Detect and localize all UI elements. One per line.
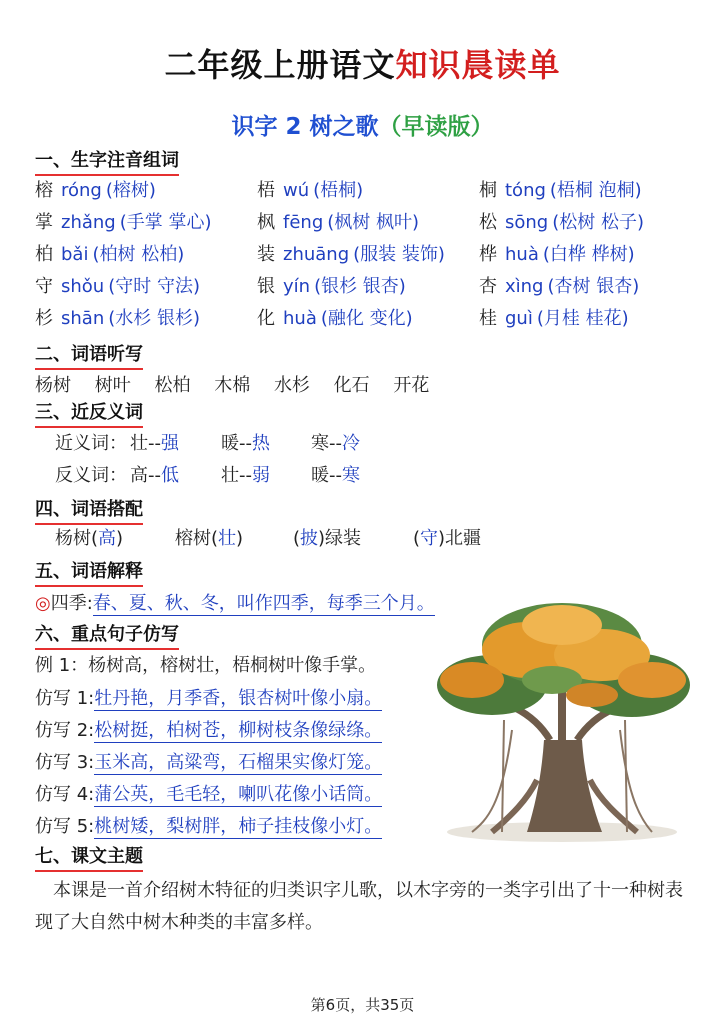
- section-heading-theme: 七、课文主题: [35, 846, 143, 872]
- character: 桂: [479, 308, 497, 329]
- character: 掌: [35, 212, 53, 233]
- character-entry: [257, 179, 363, 203]
- character-entry: [257, 307, 413, 331]
- character-words: (银杉 银杏): [314, 276, 406, 297]
- character: 梧: [257, 180, 275, 201]
- character-words: (融化 变化): [320, 308, 413, 329]
- pinyin: shān: [61, 308, 105, 329]
- character-entry: [257, 211, 419, 235]
- character-entry: [35, 211, 212, 235]
- character-words: (月桂 桂花): [536, 308, 629, 329]
- character-entry: [479, 307, 629, 331]
- character-entry: [35, 307, 200, 331]
- character-entry: [35, 275, 200, 299]
- character-words: (松树 松子): [552, 212, 645, 233]
- character-words: (榕树): [105, 180, 156, 201]
- pinyin: tóng: [505, 180, 546, 201]
- character-words: (梧桐 泡桐): [549, 180, 642, 201]
- character-entry: [479, 275, 639, 299]
- pinyin: róng: [61, 180, 102, 201]
- character: 桐: [479, 180, 497, 201]
- imitation-sentence: 仿写 4:蒲公英，毛毛轻，喇叭花像小话筒。: [35, 784, 383, 805]
- dictation-word: 水杉: [273, 375, 310, 396]
- dictation-list: [35, 371, 447, 397]
- imitation-sentence: 仿写 2:松树挺，柏树苍，柳树枝条像绿绦。: [35, 720, 383, 741]
- pinyin: fēng: [283, 212, 324, 233]
- character-entry: [257, 275, 406, 299]
- antonym-pair: 壮--弱: [221, 465, 270, 486]
- character-entry: [35, 179, 156, 203]
- antonym-pair: 高--低: [130, 465, 179, 486]
- character-entry: [479, 243, 635, 267]
- pinyin: xìng: [505, 276, 544, 297]
- character-entry: [479, 211, 644, 235]
- character: 杉: [35, 308, 53, 329]
- synonym-pair: 暖--热: [221, 433, 270, 454]
- character-words: (水杉 银杉): [108, 308, 201, 329]
- pinyin: shǒu: [61, 276, 105, 297]
- character: 杏: [479, 276, 497, 297]
- dictation-word: 化石: [333, 375, 370, 396]
- imitation-sentence: 仿写 5:桃树矮，梨树胖，柿子挂枝像小灯。: [35, 816, 383, 837]
- character-words: (守时 守法): [108, 276, 200, 297]
- pinyin: zhǎng: [61, 212, 116, 233]
- dictation-word: 木棉: [214, 375, 251, 396]
- theme-paragraph: 本课是一首介绍树木特征的归类识字儿歌，以木字旁的一类字引出了十一种树表现了大自然中树木种类的丰富多样。: [35, 880, 683, 933]
- pinyin: bǎi: [61, 244, 89, 265]
- character-words: (梧桐): [313, 180, 364, 201]
- lesson-title: [0, 108, 725, 141]
- section-heading-synonyms: 三、近反义词: [35, 402, 143, 428]
- synonym-pair: 寒--冷: [311, 433, 360, 454]
- lesson-edition: （早读版）: [378, 114, 494, 140]
- pinyin: guì: [505, 308, 533, 329]
- character: 化: [257, 308, 275, 329]
- character-entry: [479, 179, 642, 203]
- page-title: [0, 40, 725, 86]
- dictation-word: 开花: [393, 375, 430, 396]
- character-words: (手掌 掌心): [119, 212, 212, 233]
- character: 守: [35, 276, 53, 297]
- character-words: (白桦 桦树): [542, 244, 635, 265]
- pinyin: huà: [505, 244, 539, 265]
- character: 装: [257, 244, 275, 265]
- title-part2: 知识晨读单: [395, 46, 561, 84]
- pinyin: huà: [283, 308, 317, 329]
- synonym-pair: 壮--强: [130, 433, 179, 454]
- character-words: (杏树 银杏): [547, 276, 640, 297]
- section-heading-characters: 一、生字注音组词: [35, 150, 179, 176]
- pinyin: yín: [283, 276, 311, 297]
- character: 榕: [35, 180, 53, 201]
- character-words: (柏树 松柏): [92, 244, 185, 265]
- banyan-tree-illustration: [432, 600, 692, 845]
- imitation-sentence: 仿写 3:玉米高，高粱弯，石榴果实像灯笼。: [35, 752, 383, 773]
- page-number: 第6页，共35页: [310, 996, 415, 1014]
- character-entry: [35, 243, 184, 267]
- character-entry: [257, 243, 445, 267]
- character: 枫: [257, 212, 275, 233]
- synonym-label: 近义词：: [55, 433, 127, 454]
- pinyin: sōng: [505, 212, 549, 233]
- dictation-word: 树叶: [94, 375, 131, 396]
- explanation-text: 春、夏、秋、冬，叫作四季，每季三个月。: [92, 593, 435, 614]
- character: 银: [257, 276, 275, 297]
- imitation-sentence: 仿写 1:牡丹艳，月季香，银杏树叶像小扇。: [35, 688, 383, 709]
- explanation-term: 四季:: [50, 593, 93, 614]
- example-sentence: 例 1：杨树高，榕树壮，梧桐树叶像手掌。: [35, 655, 377, 676]
- lesson-name: 识字 2 树之歌: [231, 114, 379, 140]
- character: 桦: [479, 244, 497, 265]
- bullet-marker: ◎: [35, 593, 51, 614]
- dictation-word: 杨树: [35, 375, 71, 396]
- character-words: (枫树 枫叶): [327, 212, 420, 233]
- section-heading-sentences: 六、重点句子仿写: [35, 624, 179, 650]
- section-heading-explanation: 五、词语解释: [35, 561, 143, 587]
- collocation-item: 榕树(壮): [175, 528, 244, 549]
- character-words: (服装 装饰): [353, 244, 445, 265]
- dictation-word: 松柏: [154, 375, 191, 396]
- antonym-pair: 暖--寒: [311, 465, 360, 486]
- collocation-item: 杨树(高): [55, 528, 124, 549]
- section-heading-dictation: 二、词语听写: [35, 344, 143, 370]
- word-explanation: [35, 592, 435, 616]
- section-heading-collocations: 四、词语搭配: [35, 499, 143, 525]
- pinyin: zhuāng: [283, 244, 350, 265]
- antonym-label: 反义词：: [55, 465, 127, 486]
- character: 松: [479, 212, 497, 233]
- collocation-item: (披)绿装: [293, 528, 362, 549]
- title-part1: 二年级上册语文: [164, 46, 396, 84]
- character: 柏: [35, 244, 53, 265]
- pinyin: wú: [283, 180, 310, 201]
- collocation-item: (守)北疆: [413, 528, 482, 549]
